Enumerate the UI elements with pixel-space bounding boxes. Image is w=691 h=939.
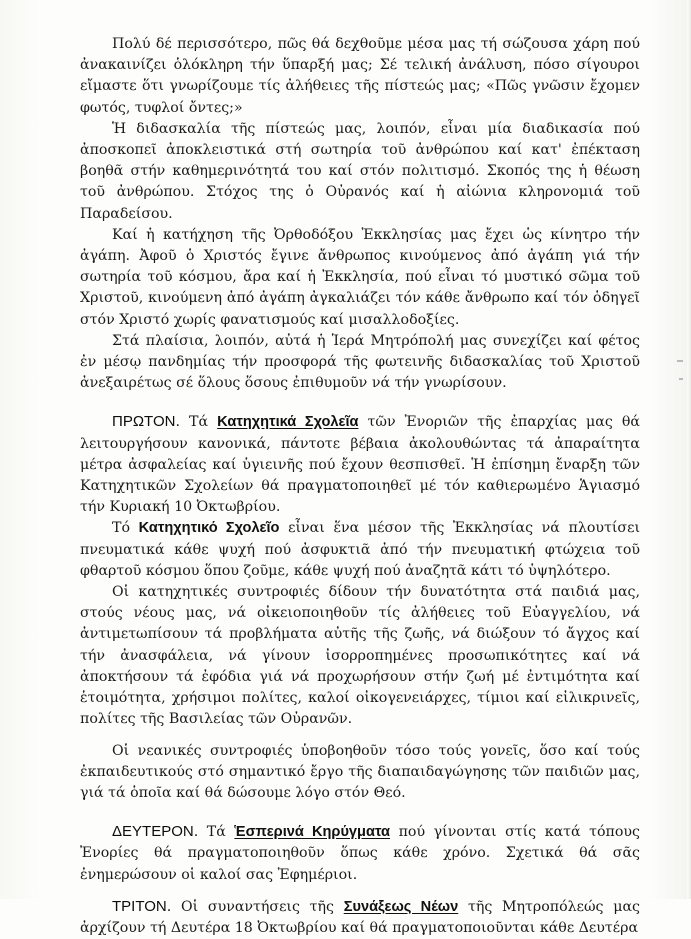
- section-second-evening-sermons: [80, 821, 640, 886]
- section-third-youth-gatherings: [80, 896, 640, 939]
- paragraph-saving-grace: Πολύ δέ περισσότερο, πῶς θά δεχθοῦμε μέσα μας τή σώζουσα χάρη πού ἀνακαινίζει ὁλόκληρη τήν ὕπαρξή μας; Σέ τελική ἀνάλυση, πόσο σίγουροι εἴμαστε ὅτι γνωρίζουμε τίς ἀλήθειες τῆς πίστεώς μας; «Πῶς γνῶσιν ἔχομεν φωτός, τυφλοί ὄντες;»: [80, 36, 640, 116]
- scan-speck: [679, 378, 683, 380]
- section-text: πού γίνονται στίς κατά τόπους Ἐνορίες θά πραγματοποιηθοῦν ὅπως κάθε χρόνο. Σχετικά θά σᾶς ἐνημερώσουν οἱ καλοί σας Ἐφημέριοι.: [80, 824, 640, 883]
- paragraph-text: Τό: [112, 520, 139, 537]
- paragraph-metropolis-continues: Στά πλαίσια, λοιπόν, αὐτά ἡ Ἱερά Μητρόπολή μας συνεχίζει καί φέτος ἐν μέσῳ πανδημίας τήν προσφορά τῆς φωτεινῆς διδασκαλίας τοῦ Χριστοῦ ἀνεξαιρέτως σέ ὅλους ὅσους ἐπιθυμοῦν νά τήν γνωρίσουν.: [80, 332, 640, 392]
- section-first-catechetical-schools: [80, 411, 640, 518]
- section-text: . Οἱ συναντήσεις τῆς: [166, 898, 344, 915]
- section-heading-second: ΔΕΥΤΕΡΟΝ: [112, 823, 194, 841]
- highlighted-term-evening-sermons: Ἑσπερινά Κηρύγματα: [234, 824, 391, 841]
- section-text: . Τά: [193, 824, 235, 841]
- section-text: . Τά: [175, 414, 218, 431]
- scan-edge-shadow: [687, 0, 691, 899]
- paragraph-youth-groups: Οἱ νεανικές συντροφιές ὑποβοηθοῦν τόσο τούς γονεῖς, ὅσο καί τούς ἐκπαιδευτικούς στό σημαντικό ἔργο τῆς διαπαιδαγώγησης τῶν παιδιῶν μας, γιά τά ὁποῖα καί θά δώσουμε λόγο στόν Θεό.: [80, 742, 640, 801]
- paragraph-catechetical-groups: Οἱ κατηχητικές συντροφιές δίδουν τήν δυνατότητα στά παιδιά μας, στούς νέους μας, νά οἰκειοποιηθοῦν τίς ἀλήθειες τοῦ Εὐαγγελίου, νά ἀντιμετωπίσουν τά προβλήματα αὐτῆς τῆς ζωῆς, νά διώξουν τό ἄγχος καί τήν ἀνασφάλεια, νά γίνουν ἰσορροπημένες προσωπικότητες καί νά ἀποκτήσουν τά ἐφόδια γιά νά προχωρήσουν στήν ζωή μέ ἐντιμότητα καί ἑτοιμότητα, χρήσιμοι πολίτες, καλοί οἰκογενειάρχες, τίμιοι καί εἰλικρινεῖς, πολίτες τῆς Βασιλείας τῶν Οὐρανῶν.: [80, 584, 640, 728]
- section-text: τῆς Μητροπόλεώς μας ἀρχίζουν τή Δευτέρα 18 Ὀκτωβρίου καί θά πραγματοποιοῦνται κάθε Δευτέρα: [80, 898, 640, 936]
- text-column: [80, 34, 640, 939]
- highlighted-term-catechetical-schools: Κατηχητικά Σχολεῖα: [217, 414, 359, 431]
- section-text: τῶν Ἐνοριῶν τῆς ἐπαρχίας μας θά λειτουργήσουν κανονικά, πάντοτε βέβαια ἀκολουθώντας τά ἀπαραίτητα μέτρα ἀσφαλείας καί ὑγιεινῆς πού ἔχουν θεσπισθεῖ. Ἡ ἐπίσημη ἔναρξη τῶν Κατηχητικῶν Σχολείων θά πραγματοποιηθεῖ μέ τόν καθιερωμένο Ἁγιασμό τήν Κυριακή 10 Ὀκτωβρίου.: [80, 414, 640, 516]
- paragraph-text: εἶναι ἕνα μέσον τῆς Ἐκκλησίας νά πλουτίσει πνευματικά κάθε ψυχή πού ἀσφυκτιᾶ ἀπό τήν πνευματική φτώχεια τοῦ φθαρτοῦ κόσμου ὅπου ζοῦμε, κάθε ψυχή πού ἀναζητᾶ κάτι τό ὑψηλότερο.: [80, 520, 641, 579]
- paragraph-teaching-of-faith: Ἡ διδασκαλία τῆς πίστεώς μας, λοιπόν, εἶναι μία διαδικασία πού ἀποσκοπεῖ ἀποκλειστικά στή σωτηρία τοῦ ἀνθρώπου καί κατ' ἐπέκταση βοηθᾶ στήν καθημερινότητά του καί στόν πολιτισμό. Σκοπός της ἡ θέωση τοῦ ἀνθρώπου. Στόχος της ὁ Οὐρανός καί ἡ αἰώνια κληρονομιά τοῦ Παραδείσου.: [80, 120, 640, 222]
- highlighted-term-youth-gathering: Συνάξεως Νέων: [343, 898, 459, 915]
- section-heading-first: ΠΡΩΤΟΝ: [112, 413, 176, 431]
- section-heading-third: ΤΡΙΤΟΝ: [112, 897, 167, 915]
- paragraph-catechetical-school: [80, 518, 640, 582]
- paragraph-catechism-love: Καί ἡ κατήχηση τῆς Ὀρθοδόξου Ἐκκλησίας μας ἔχει ὡς κίνητρο τήν ἀγάπη. Ἀφοῦ ὁ Χριστός ἔγινε ἄνθρωπος κινούμενος ἀπό ἀγάπη γιά τήν σωτηρία τοῦ κόσμου, ἄρα καί ἡ Ἐκκλησία, πού εἶναι τό μυστικό σῶμα τοῦ Χριστοῦ, κινούμενη ἀπό ἀγάπη ἀγκαλιάζει τόν κάθε ἄνθρωπο καί τόν ὁδηγεῖ στόν Χριστό χωρίς φανατισμούς καί μισαλλοδοξίες.: [80, 226, 640, 328]
- highlighted-term-catechetical-school: Κατηχητικό Σχολεῖο: [138, 520, 280, 537]
- scan-speck: [677, 360, 683, 362]
